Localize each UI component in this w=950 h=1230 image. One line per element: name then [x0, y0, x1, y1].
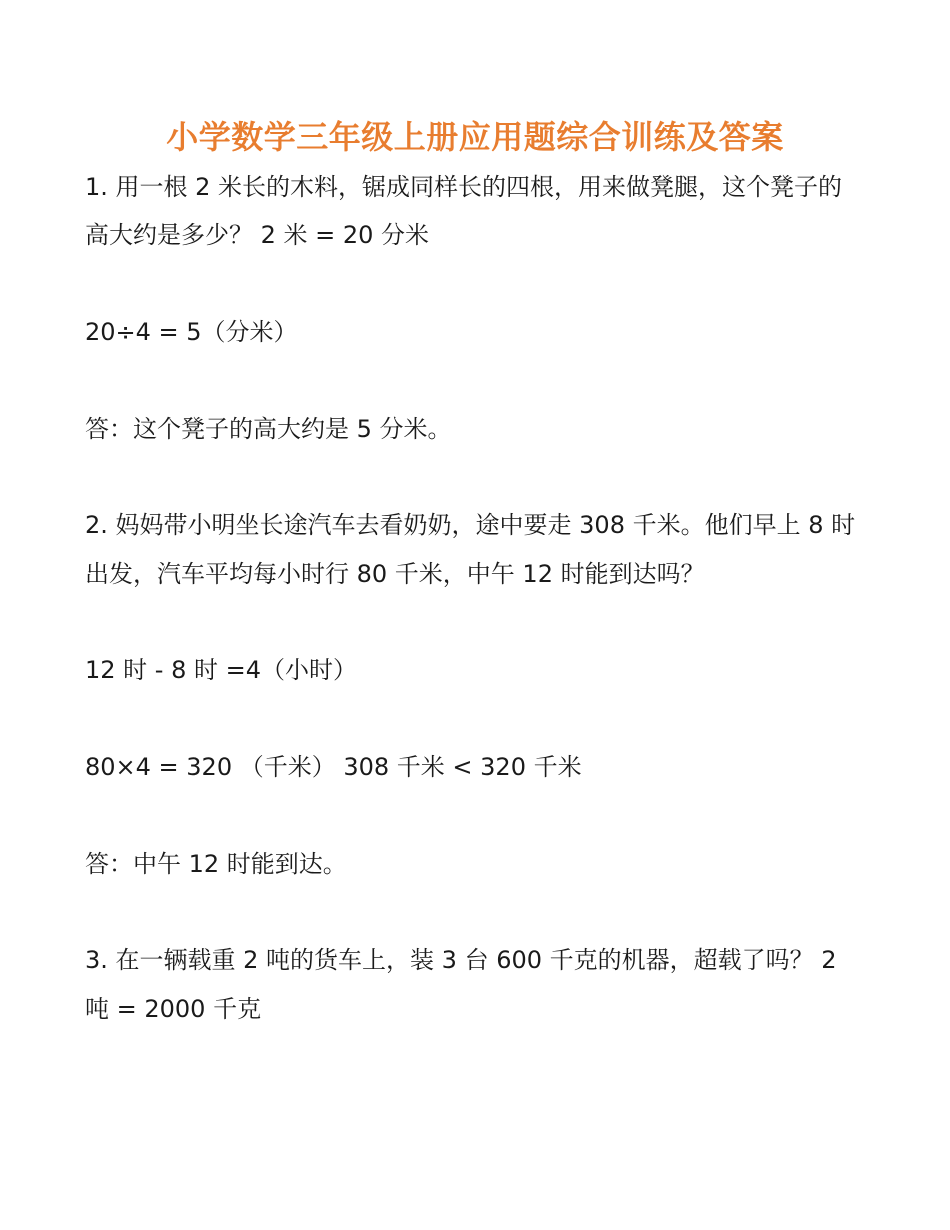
problem-1-step-1: 20÷4 = 5（分米） — [85, 318, 298, 346]
problem-2-step-1: 12 时 - 8 时 =4（小时） — [85, 656, 357, 684]
problem-1-answer: 答：这个凳子的高大约是 5 分米。 — [85, 415, 452, 443]
problem-2-answer: 答：中午 12 时能到达。 — [85, 850, 347, 878]
problem-1-question-line-2: 高大约是多少？ 2 米 = 20 分米 — [85, 221, 430, 249]
problem-1-question-line-1: 1. 用一根 2 米长的木料，锯成同样长的四根，用来做凳腿，这个凳子的 — [85, 173, 843, 201]
problem-3-question-line-2: 吨 = 2000 千克 — [85, 995, 262, 1023]
problem-2-step-2: 80×4 = 320 （千米） 308 千米 < 320 千米 — [85, 753, 582, 781]
problem-2-question-line-2: 出发，汽车平均每小时行 80 千米，中午 12 时能到达吗？ — [85, 560, 705, 588]
document-title: 小学数学三年级上册应用题综合训练及答案 — [166, 118, 784, 156]
problem-2-question-line-1: 2. 妈妈带小明坐长途汽车去看奶奶，途中要走 308 千米。他们早上 8 时 — [85, 511, 856, 539]
problem-3-question-line-1: 3. 在一辆载重 2 吨的货车上，装 3 台 600 千克的机器，超载了吗？ 2 — [85, 946, 837, 974]
